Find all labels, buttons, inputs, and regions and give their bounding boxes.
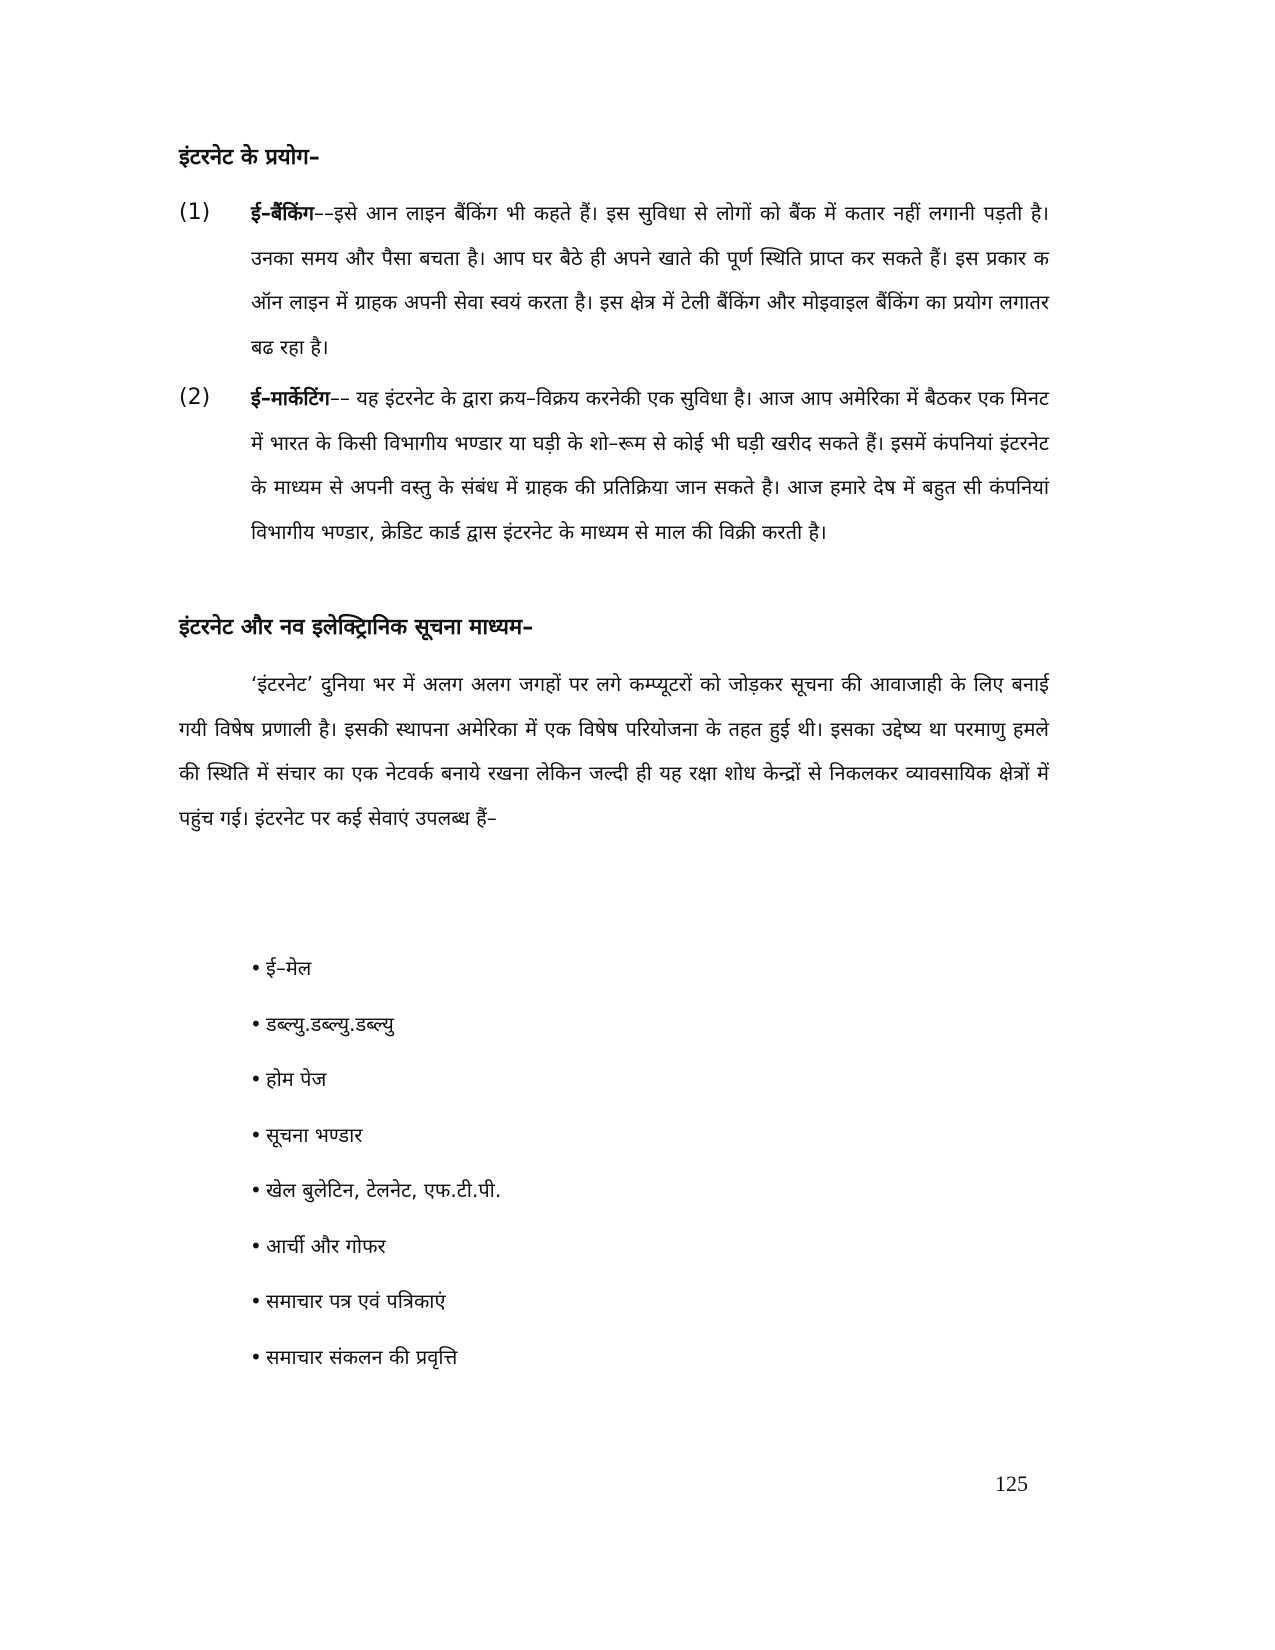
list-item-e-marketing: [179, 376, 1049, 554]
page-number: 125: [995, 1471, 1028, 1496]
item-text: ––इसे आन लाइन बैंकिंग भी कहते हैं। इस सुविधा से लोगों को बैंक में कतार नहीं लगानी पड़ती है। उनका समय और पैसा बचता है। आप घर बैठे ही अपने खाते की पूर्ण स्थिति प्राप्त कर सकते हैं। इस प्रकार क ऑन लाइन में ग्राहक अपनी सेवा स्वयं करता है। इस क्षेत्र में टेली बैंकिंग और मोइवाइल बैंकिंग का प्रयोग लगातर बढ रहा है।: [251, 201, 1049, 359]
bullet-icon: •: [250, 1344, 262, 1369]
section-heading-internet-uses: इंटरनेट के प्रयोग–: [179, 145, 320, 170]
bullet-icon: •: [250, 1233, 262, 1258]
bullet-icon: •: [250, 1067, 262, 1091]
list-item: • ई–मेल: [250, 953, 501, 1009]
list-item: • खेल बुलेटिन, टेलनेट, एफ.टी.पी.: [250, 1175, 501, 1231]
item-term: ई–मार्केटिंग: [251, 386, 330, 410]
body-paragraph: ‘इंटरनेट’ दुनिया भर में अलग अलग जगहों पर लगे कम्प्यूटरों को जोड़कर सूचना की आवाजाही के लिए बनाई गयी विषेष प्रणाली है। इसकी स्थापना अमेरिका में एक विषेष परियोजना के तहत हुई थी। इसका उद्देष्य था परमाणु हमले की स्थिति में संचार का एक नेटवर्क बनाये रखना लेकिन जल्दी ही यह रक्षा शोध केन्द्रों से निकलकर व्यावसायिक क्षेत्रों में पहुंच गई। इंटरनेट पर कई सेवाएं उपलब्ध हैं–: [179, 672, 1049, 830]
item-text: –– यह इंटरनेट के द्वारा क्रय–विक्रय करनेकी एक सुविधा है। आज आप अमेरिका में बैठकर एक मिनट में भारत के किसी विभागीय भण्डार या घड़ी के शो–रूम से कोई भी घड़ी खरीद सकते हैं। इसमें कंपनियां इंटरनेट के माध्यम से अपनी वस्तु के संबंध में ग्राहक की प्रतिक्रिया जान सकते है। आज हमारे देष में बहुत सी कंपनियां विभागीय भण्डार, क्रेडिट कार्ड द्वास इंटरनेट के माध्यम से माल की विक्री करती है।: [251, 386, 1049, 544]
bullet-icon: •: [250, 956, 262, 980]
list-item: • समाचार पत्र एवं पत्रिकाएं: [250, 1286, 501, 1342]
list-item: • समाचार संकलन की प्रवृत्ति: [250, 1342, 501, 1398]
list-item: • सूचना भण्डार: [250, 1120, 501, 1176]
item-body: [251, 376, 1049, 554]
bullet-icon: •: [250, 1011, 262, 1036]
list-item: • आर्ची और गोफर: [250, 1231, 501, 1287]
list-item-e-banking: [179, 191, 1049, 369]
bullet-icon: •: [250, 1122, 262, 1147]
section-heading-internet-media: इंटरनेट और नव इलेक्ट्रिानिक सूचना माध्यम–: [179, 615, 534, 640]
item-number: (2): [179, 385, 211, 410]
services-list: [250, 953, 501, 1397]
list-item: • डब्ल्यु.डब्ल्यु.डब्ल्यु: [250, 1009, 501, 1065]
item-number: (1): [179, 200, 211, 225]
item-term: ई–बैंकिंग: [251, 201, 315, 225]
bullet-icon: •: [250, 1289, 262, 1313]
bullet-icon: •: [250, 1178, 262, 1202]
list-item: • होम पेज: [250, 1064, 501, 1120]
item-body: [251, 191, 1049, 369]
